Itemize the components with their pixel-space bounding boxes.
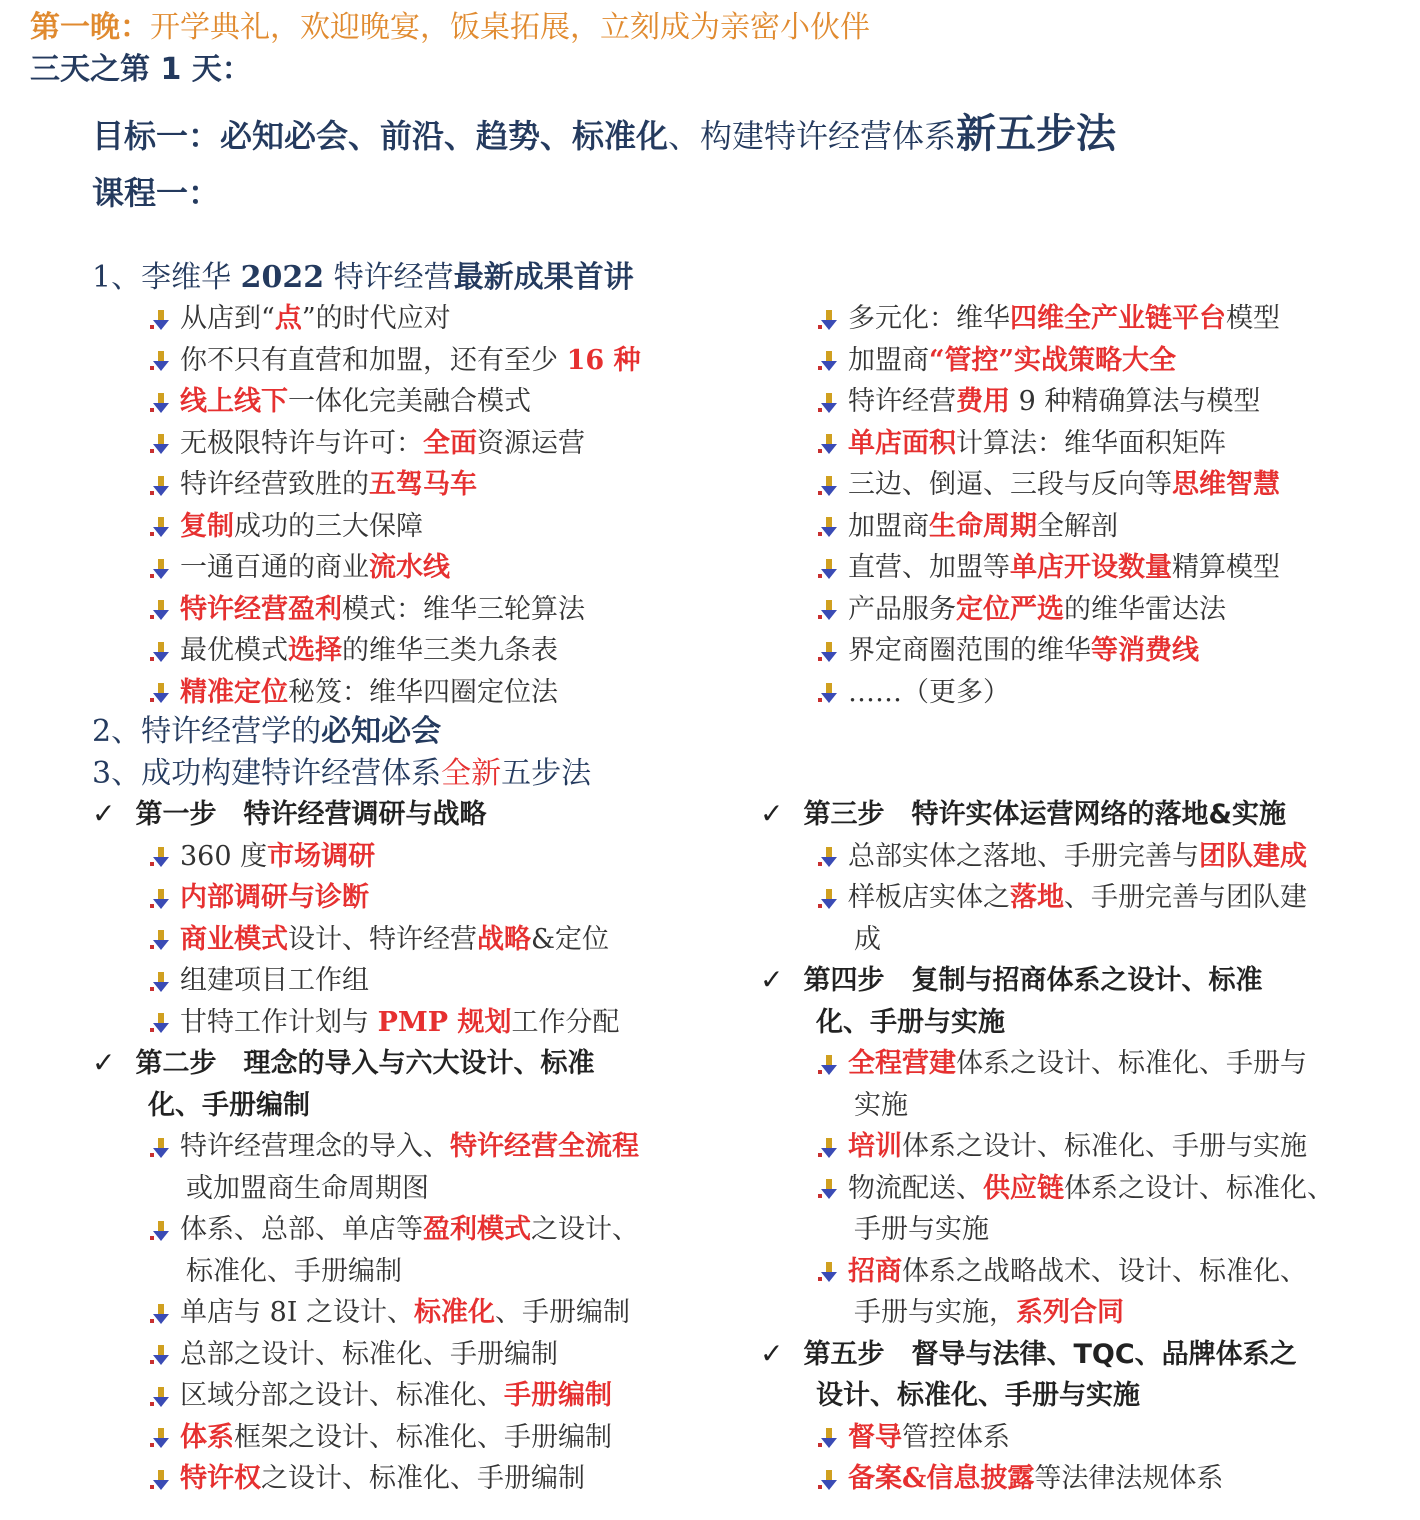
arrow-down-bullet-icon — [150, 558, 172, 580]
bullet-item — [818, 338, 1176, 377]
item-text: 资源运营 — [477, 427, 585, 459]
item-highlight: 供应链 — [983, 1172, 1064, 1204]
section-3-system: 体系 — [381, 756, 442, 791]
item-text: 界定商圈范围的维华 — [848, 635, 1091, 666]
item-text: 360 度 — [180, 840, 268, 872]
arrow-down-bullet-icon — [150, 350, 172, 372]
item-text: 甘特工作计划与 — [180, 1006, 378, 1038]
bullet-item — [818, 421, 1226, 460]
arrow-down-bullet-icon — [818, 682, 840, 704]
bullet-item — [150, 421, 585, 460]
step-title — [760, 792, 1286, 831]
item-text: 从店到“ — [180, 303, 275, 334]
bullet-item — [150, 1373, 612, 1412]
bullet-item-continuation — [854, 1207, 989, 1246]
bullet-item — [818, 1124, 1307, 1163]
arrow-down-bullet-icon — [818, 1469, 840, 1491]
item-text: 工作分配 — [511, 1006, 620, 1038]
bullet-item — [150, 504, 423, 543]
step-title-text: 第一步 特许经营调研与战略 — [135, 799, 487, 830]
bullet-item — [150, 917, 609, 956]
item-text: 模型 — [1226, 303, 1280, 334]
bullet-item — [150, 875, 369, 914]
bullet-item — [818, 628, 1199, 667]
item-highlight: 全程营建 — [848, 1048, 956, 1079]
section-3-red: 全新 — [441, 756, 502, 791]
bullet-item — [818, 587, 1226, 626]
item-highlight: 生命周期 — [929, 510, 1037, 542]
item-text: 、手册编制 — [495, 1297, 631, 1328]
arrow-down-bullet-icon — [818, 309, 840, 331]
item-highlight: “管控”实战策略大全 — [929, 344, 1177, 376]
step-title — [760, 1332, 1297, 1371]
arrow-down-bullet-icon — [150, 1344, 172, 1366]
item-text: 特许经营 — [848, 386, 956, 417]
item-highlight: 团队建成 — [1199, 840, 1307, 872]
check-icon: ✓ — [92, 797, 116, 830]
arrow-down-bullet-icon — [818, 888, 840, 910]
step-title — [816, 1373, 1140, 1412]
arrow-down-bullet-icon — [150, 475, 172, 497]
item-text: ”的时代应对 — [301, 303, 451, 334]
item-highlight: 思维智慧 — [1172, 469, 1280, 500]
arrow-down-bullet-icon — [150, 641, 172, 663]
bullet-item — [150, 462, 477, 501]
arrow-down-bullet-icon — [818, 558, 840, 580]
arrow-down-bullet-icon — [818, 1261, 840, 1283]
item-highlight: 费用 — [956, 386, 1010, 417]
bullet-item — [150, 834, 375, 873]
bullet-item — [150, 1332, 558, 1371]
night-line — [30, 2, 870, 46]
bullet-item — [818, 1456, 1223, 1495]
item-text: 组建项目工作组 — [180, 965, 369, 996]
item-text: 手册与实施， — [854, 1297, 1016, 1328]
item-highlight: 复制 — [180, 510, 234, 542]
item-highlight: 招商 — [848, 1255, 902, 1287]
item-text: 总部实体之落地、手册完善与 — [848, 840, 1199, 872]
arrow-down-bullet-icon — [818, 475, 840, 497]
bullet-item-continuation — [854, 917, 881, 956]
night-text: 开学典礼，欢迎晚宴，饭桌拓展，立刻成为亲密小伙伴 — [150, 10, 870, 45]
item-highlight: 等消费线 — [1091, 635, 1199, 666]
arrow-down-bullet-icon — [150, 682, 172, 704]
arrow-down-bullet-icon — [150, 971, 172, 993]
item-highlight: 四维全产业链平台 — [1010, 303, 1226, 334]
item-text: 框架之设计、标准化、手册编制 — [234, 1421, 612, 1453]
item-text: 体系、总部、单店等 — [180, 1214, 423, 1245]
arrow-down-bullet-icon — [818, 599, 840, 621]
item-text: 特许经营致胜的 — [180, 469, 369, 500]
bullet-item — [818, 834, 1307, 873]
arrow-down-bullet-icon — [150, 392, 172, 414]
bullet-item — [150, 1290, 630, 1329]
check-icon: ✓ — [92, 1046, 116, 1079]
bullet-item — [818, 379, 1260, 418]
item-text: 的维华雷达法 — [1064, 593, 1226, 625]
section-1-year: 2022 — [240, 260, 325, 295]
item-highlight: 商业模式 — [180, 923, 288, 955]
section-2-heading — [92, 706, 441, 750]
item-text: &定位 — [531, 923, 610, 955]
bullet-item — [818, 1415, 1010, 1454]
bullet-item-continuation — [854, 1083, 908, 1122]
arrow-down-bullet-icon — [150, 1469, 172, 1491]
section-1-number: 1、李维华 — [92, 260, 232, 295]
arrow-down-bullet-icon — [818, 846, 840, 868]
bullet-item — [818, 545, 1280, 584]
item-highlight: 督导 — [848, 1421, 902, 1453]
arrow-down-bullet-icon — [818, 1137, 840, 1159]
bullet-item — [818, 875, 1307, 914]
bullet-item — [150, 670, 558, 709]
step-title-text: 第二步 理念的导入与六大设计、标准 — [135, 1048, 595, 1079]
arrow-down-bullet-icon — [150, 309, 172, 331]
item-text: 加盟商 — [848, 344, 929, 376]
section-3-text: 3、成功构建特许经营 — [92, 756, 382, 791]
step-title — [92, 1041, 594, 1080]
course-heading: 课程一： — [92, 174, 221, 212]
item-highlight: 16 种 — [566, 344, 641, 376]
bullet-item — [150, 958, 369, 997]
bullet-item-continuation — [186, 1166, 429, 1205]
item-text: 总部之设计、标准化、手册编制 — [180, 1338, 558, 1370]
arrow-down-bullet-icon — [150, 433, 172, 455]
item-text: 体系之战略战术、设计、标准化、 — [902, 1255, 1307, 1287]
item-highlight: 定位严选 — [956, 593, 1064, 625]
bullet-item — [150, 379, 531, 418]
item-text: 标准化、手册编制 — [186, 1255, 402, 1287]
night-label: 第一晚： — [30, 10, 150, 45]
item-highlight: 五驾马车 — [369, 469, 477, 500]
item-highlight: 特许经营盈利 — [180, 593, 342, 625]
step-title-text: 第五步 督导与法律、TQC、品牌体系之 — [803, 1338, 1297, 1370]
goal-heading — [92, 102, 1116, 159]
arrow-down-bullet-icon — [150, 1427, 172, 1449]
item-highlight: 全面 — [423, 427, 477, 459]
item-text: 一体化完美融合模式 — [288, 386, 531, 417]
section-1-mid: 特许经营 — [333, 260, 454, 295]
item-text: 9 种精确算法与模型 — [1010, 386, 1261, 417]
arrow-down-bullet-icon — [150, 929, 172, 951]
arrow-down-bullet-icon — [818, 1427, 840, 1449]
item-text: 三边、倒逼、三段与反向等 — [848, 469, 1172, 500]
section-1-heading — [92, 252, 634, 296]
item-text: 你不只有直营和加盟，还有至少 — [180, 344, 567, 376]
bullet-item-continuation — [854, 1290, 1124, 1329]
item-highlight: 选择 — [288, 635, 342, 666]
item-highlight: 精准定位 — [180, 676, 288, 708]
item-highlight: 单店开设数量 — [1010, 552, 1172, 583]
step-title — [760, 958, 1262, 997]
item-highlight: 手册编制 — [504, 1380, 612, 1411]
item-highlight: 特许经营全流程 — [450, 1131, 639, 1162]
section-2-text: 2、特许经营学的 — [92, 714, 322, 749]
bullet-item — [150, 296, 451, 335]
step-title-text: 第三步 特许实体运营网络的落地&实施 — [803, 799, 1287, 830]
step-title — [816, 1000, 1005, 1039]
bullet-item — [818, 1249, 1307, 1288]
item-text: 计算法：维华面积矩阵 — [956, 427, 1226, 459]
item-text: ……（更多） — [848, 676, 1010, 708]
item-text: 之设计、 — [531, 1214, 639, 1245]
item-highlight: 市场调研 — [267, 840, 376, 872]
item-text: 模式：维华三轮算法 — [342, 593, 585, 625]
arrow-down-bullet-icon — [150, 888, 172, 910]
item-text: 的维华三类九条表 — [342, 635, 558, 666]
item-text: 秘笈：维华四圈定位法 — [288, 676, 558, 708]
item-highlight: 流水线 — [369, 552, 450, 583]
item-text: 体系之设计、标准化、手册与 — [956, 1048, 1307, 1079]
item-text: 最优模式 — [180, 635, 288, 666]
item-text: 成功的三大保障 — [234, 510, 423, 542]
item-highlight: 特许权 — [180, 1463, 261, 1494]
arrow-down-bullet-icon — [150, 1137, 172, 1159]
item-text: 单店与 8I 之设计、 — [180, 1297, 415, 1328]
section-2-bold: 必知必会 — [321, 714, 442, 749]
item-highlight: 单店面积 — [848, 427, 956, 459]
step-title-text: 化、手册与实施 — [816, 1006, 1005, 1038]
item-text: 等法律法规体系 — [1034, 1463, 1224, 1494]
item-text: 管控体系 — [902, 1421, 1010, 1453]
item-text: 体系之设计、标准化、手册与实施 — [902, 1131, 1307, 1162]
arrow-down-bullet-icon — [150, 599, 172, 621]
item-highlight: 标准化 — [414, 1297, 496, 1328]
item-highlight: 线上线下 — [180, 386, 288, 417]
bullet-item — [150, 338, 641, 377]
arrow-down-bullet-icon — [150, 1386, 172, 1408]
step-title — [148, 1083, 310, 1122]
step-title-text: 化、手册编制 — [148, 1089, 310, 1121]
arrow-down-bullet-icon — [150, 516, 172, 538]
item-text: 、手册完善与团队建 — [1064, 882, 1307, 913]
item-text: 之设计、标准化、手册编制 — [261, 1463, 585, 1494]
item-text: 精算模型 — [1172, 552, 1280, 583]
goal-middle: 、构建特许经营体系 — [668, 117, 957, 155]
item-text: 一通百通的商业 — [180, 552, 369, 583]
item-highlight: 战略 — [477, 923, 531, 955]
item-text: 物流配送、 — [848, 1172, 983, 1204]
bullet-item-continuation — [186, 1249, 402, 1288]
item-text: 设计、特许经营 — [288, 923, 477, 955]
arrow-down-bullet-icon — [150, 846, 172, 868]
step-title — [92, 792, 486, 831]
item-text: 或加盟商生命周期图 — [186, 1172, 429, 1204]
item-text: 成 — [854, 923, 881, 955]
bullet-item — [818, 296, 1280, 335]
item-text: 直营、加盟等 — [848, 552, 1010, 583]
check-icon: ✓ — [760, 963, 784, 996]
step-title-text: 第四步 复制与招商体系之设计、标准 — [803, 965, 1263, 996]
section-1-bold: 最新成果首讲 — [453, 260, 634, 295]
item-text: 全解剖 — [1037, 510, 1118, 542]
arrow-down-bullet-icon — [150, 1012, 172, 1034]
step-title-text: 设计、标准化、手册与实施 — [816, 1380, 1140, 1411]
item-highlight: 培训 — [848, 1131, 902, 1162]
day-heading: 三天之第 1 天： — [30, 52, 252, 87]
arrow-down-bullet-icon — [818, 350, 840, 372]
arrow-down-bullet-icon — [818, 1054, 840, 1076]
bullet-item — [818, 462, 1280, 501]
bullet-item — [150, 1456, 585, 1495]
item-text: 产品服务 — [848, 593, 956, 625]
item-text: 手册与实施 — [854, 1214, 989, 1245]
bullet-item — [818, 1041, 1307, 1080]
item-highlight: 体系 — [180, 1421, 234, 1453]
item-text: 多元化：维华 — [848, 303, 1010, 334]
arrow-down-bullet-icon — [818, 1178, 840, 1200]
bullet-item — [818, 1166, 1334, 1205]
bullet-item — [150, 545, 450, 584]
item-highlight: 点 — [274, 303, 302, 334]
bullet-item — [150, 1415, 612, 1454]
item-highlight: 备案&信息披露 — [848, 1463, 1035, 1494]
item-highlight: 盈利模式 — [423, 1214, 531, 1245]
item-text: 无极限特许与许可： — [180, 427, 423, 459]
bullet-item — [150, 587, 585, 626]
arrow-down-bullet-icon — [150, 1220, 172, 1242]
bullet-item — [150, 1000, 620, 1039]
item-highlight: 内部调研与诊断 — [180, 882, 369, 913]
bullet-item — [818, 504, 1118, 543]
item-highlight: PMP 规划 — [377, 1006, 512, 1038]
section-3-heading — [92, 748, 591, 792]
item-text: 加盟商 — [848, 510, 929, 542]
bullet-item — [150, 628, 558, 667]
item-highlight: 系列合同 — [1016, 1297, 1124, 1328]
check-icon: ✓ — [760, 797, 784, 830]
item-text: 样板店实体之 — [848, 882, 1010, 913]
check-icon: ✓ — [760, 1336, 784, 1370]
item-text: 区域分部之设计、标准化、 — [180, 1380, 504, 1411]
bullet-item — [150, 1124, 639, 1163]
arrow-down-bullet-icon — [818, 433, 840, 455]
arrow-down-bullet-icon — [818, 392, 840, 414]
item-text: 实施 — [854, 1089, 908, 1121]
item-text: 体系之设计、标准化、 — [1064, 1172, 1334, 1204]
goal-big: 新五步法 — [956, 111, 1117, 157]
arrow-down-bullet-icon — [818, 516, 840, 538]
section-3-tail: 五步法 — [501, 756, 592, 791]
goal-prefix: 目标一：必知必会、前沿、趋势、标准化 — [92, 117, 669, 155]
item-text: 特许经营理念的导入、 — [180, 1131, 450, 1162]
item-highlight: 落地 — [1010, 882, 1064, 913]
arrow-down-bullet-icon — [150, 1303, 172, 1325]
arrow-down-bullet-icon — [818, 641, 840, 663]
bullet-item — [818, 670, 1010, 709]
bullet-item — [150, 1207, 639, 1246]
